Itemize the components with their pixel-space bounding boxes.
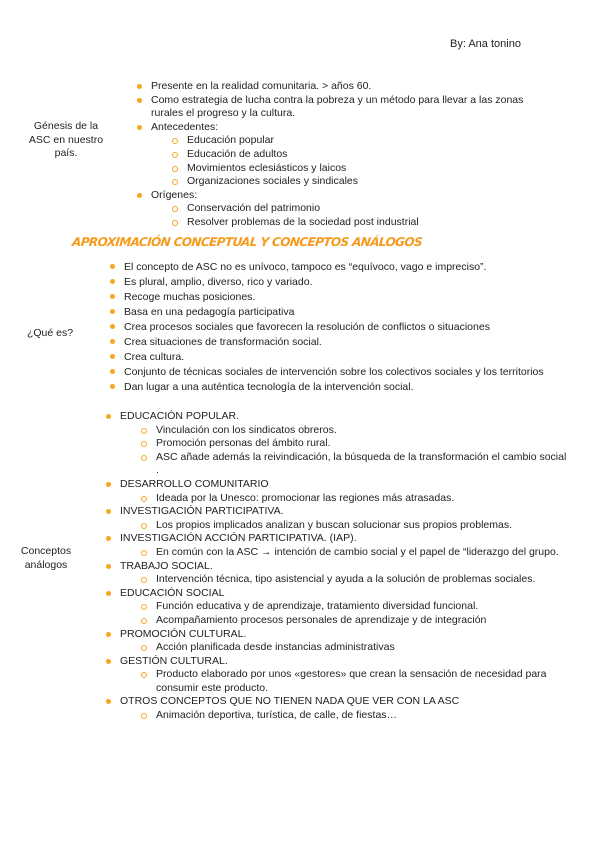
sublist-item: Promoción personas del ámbito rural. xyxy=(140,437,570,451)
sublist-item: Producto elaborado por unos «gestores» que crean la sensación de necesidad para consumir este producto. xyxy=(140,668,570,695)
list-item: Presente en la realidad comunitaria. > años 60. xyxy=(136,80,556,94)
sublist-item: ASC añade además la reivindicación, la búsqueda de la transformación el cambio social . xyxy=(140,451,570,478)
list-item: Orígenes: Conservación del patrimonio Resolver problemas de la sociedad post industrial xyxy=(136,189,556,230)
list-item: EDUCACIÓN POPULAR. Vinculación con los sindicatos obreros. Promoción personas del ámbito rural. ASC añade además la reivindicación, la búsqueda de la transformación el cambio social . xyxy=(105,410,570,478)
sublist-item: Educación popular xyxy=(171,134,556,148)
author-credit: By: Ana tonino xyxy=(450,38,521,50)
list-item: El concepto de ASC no es unívoco, tampoco es “equívoco, vago e impreciso”. xyxy=(109,260,574,275)
origenes-sublist xyxy=(171,202,556,229)
list-item: Como estrategia de lucha contra la pobreza y un método para llevar a las zonas rurales el progreso y la cultura. xyxy=(136,94,556,121)
list-item: TRABAJO SOCIAL. Intervención técnica, tipo asistencial y ayuda a la solución de problemas sociales. xyxy=(105,560,570,587)
list-item: Crea cultura. xyxy=(109,350,574,365)
section-heading: APROXIMACIÓN CONCEPTUAL Y CONCEPTOS ANÁLOGOS xyxy=(71,235,423,249)
sublist-item: Acompañamiento procesos personales de aprendizaje y de integración xyxy=(140,614,570,628)
list-item: Basa en una pedagogía participativa xyxy=(109,305,574,320)
sublist-item: Vinculación con los sindicatos obreros. xyxy=(140,424,570,438)
que-es-list xyxy=(109,260,574,395)
antecedentes-sublist xyxy=(171,134,556,188)
list-item: Crea situaciones de transformación social. xyxy=(109,335,574,350)
list-item: EDUCACIÓN SOCIAL Función educativa y de aprendizaje, tratamiento diversidad funcional. Acompañamiento procesos personales de aprendizaje y de integración xyxy=(105,587,570,628)
sublist-item: Ideada por la Unesco: promocionar las regiones más atrasadas. xyxy=(140,492,570,506)
list-item: DESARROLLO COMUNITARIO Ideada por la Unesco: promocionar las regiones más atrasadas. xyxy=(105,478,570,505)
list-item: OTROS CONCEPTOS QUE NO TIENEN NADA QUE VER CON LA ASC Animación deportiva, turística, de calle, de fiestas… xyxy=(105,695,570,722)
genesis-list xyxy=(136,80,556,230)
sublist-item: Resolver problemas de la sociedad post industrial xyxy=(171,216,556,230)
analogos-list xyxy=(105,410,570,723)
list-item: INVESTIGACIÓN PARTICIPATIVA. Los propios implicados analizan y buscan solucionar sus propios problemas. xyxy=(105,505,570,532)
list-item: Conjunto de técnicas sociales de intervención sobre los colectivos sociales y los territorios xyxy=(109,365,574,380)
sublist-item: Intervención técnica, tipo asistencial y ayuda a la solución de problemas sociales. xyxy=(140,573,570,587)
sublist-item: En común con la ASC → intención de cambio social y el papel de “liderazgo del grupo. xyxy=(140,546,570,560)
sublist-item: Función educativa y de aprendizaje, tratamiento diversidad funcional. xyxy=(140,600,570,614)
sublist-item: Educación de adultos xyxy=(171,148,556,162)
sublist-item: Organizaciones sociales y sindicales xyxy=(171,175,556,189)
list-item: Es plural, amplio, diverso, rico y variado. xyxy=(109,275,574,290)
genesis-label: Génesis de la ASC en nuestro país. xyxy=(28,120,104,160)
sublist-item: Conservación del patrimonio xyxy=(171,202,556,216)
list-item: Antecedentes: Educación popular Educación de adultos Movimientos eclesiásticos y laicos Organizaciones sociales y sindicales xyxy=(136,121,556,189)
list-item: GESTIÓN CULTURAL. Producto elaborado por unos «gestores» que crean la sensación de necesidad para consumir este producto. xyxy=(105,655,570,696)
sublist-item: Los propios implicados analizan y buscan solucionar sus propios problemas. xyxy=(140,519,570,533)
list-item: Dan lugar a una auténtica tecnología de la intervención social. xyxy=(109,380,574,395)
list-item: Recoge muchas posiciones. xyxy=(109,290,574,305)
list-item: INVESTIGACIÓN ACCIÓN PARTICIPATIVA. (IAP). En común con la ASC → intención de cambio social y el papel de “liderazgo del grupo. xyxy=(105,532,570,559)
analogos-label: Conceptos análogos xyxy=(20,545,72,571)
list-item: PROMOCIÓN CULTURAL. Acción planificada desde instancias administrativas xyxy=(105,628,570,655)
list-item: Crea procesos sociales que favorecen la resolución de conflictos o situaciones xyxy=(109,320,574,335)
que-es-label: ¿Qué es? xyxy=(26,327,74,339)
sublist-item: Animación deportiva, turística, de calle, de fiestas… xyxy=(140,709,570,723)
sublist-item: Movimientos eclesiásticos y laicos xyxy=(171,162,556,176)
sublist-item: Acción planificada desde instancias administrativas xyxy=(140,641,570,655)
